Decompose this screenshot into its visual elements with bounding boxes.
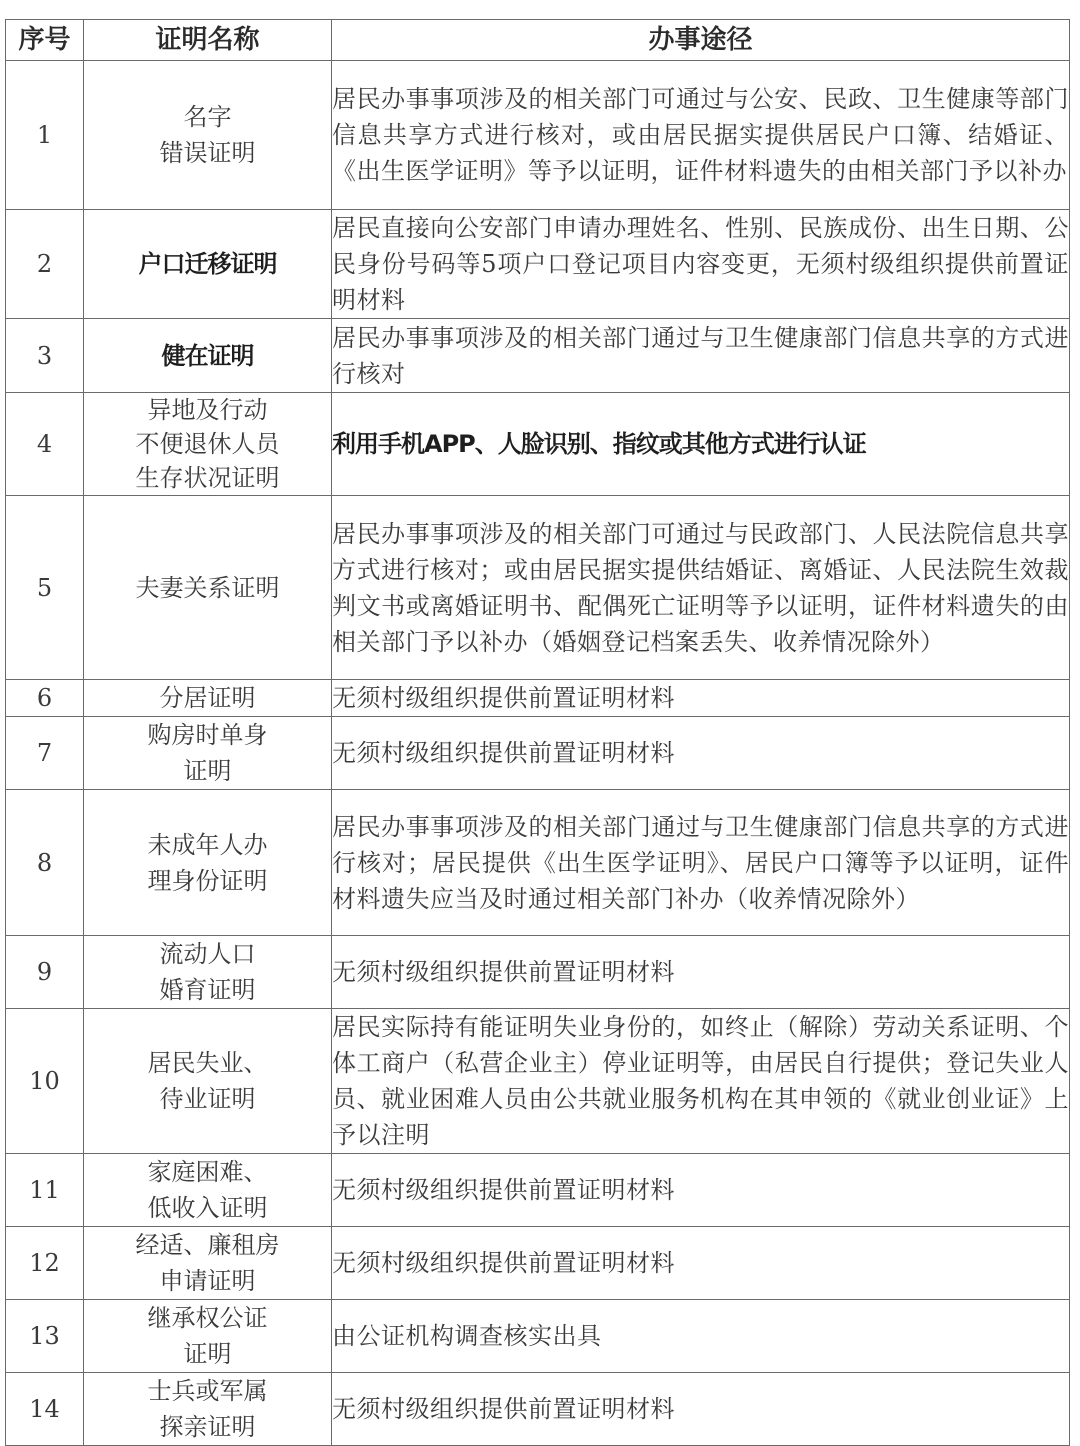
row-no: 14	[6, 1373, 84, 1446]
row-name: 购房时单身 证明	[84, 717, 332, 790]
table-row	[6, 210, 1070, 319]
row-name: 未成年人办 理身份证明	[84, 790, 332, 936]
row-name: 户口迁移证明	[84, 210, 332, 319]
row-no: 13	[6, 1300, 84, 1373]
row-name: 名字 错误证明	[84, 61, 332, 210]
header-way: 办事途径	[332, 20, 1070, 61]
table-row	[6, 319, 1070, 393]
row-no: 11	[6, 1154, 84, 1227]
row-way: 无须村级组织提供前置证明材料	[332, 680, 1070, 717]
table-row	[6, 61, 1070, 210]
row-name: 居民失业、 待业证明	[84, 1009, 332, 1154]
table-row	[6, 790, 1070, 936]
table-row	[6, 936, 1070, 1009]
row-no: 5	[6, 496, 84, 680]
row-name: 流动人口 婚育证明	[84, 936, 332, 1009]
row-way: 无须村级组织提供前置证明材料	[332, 1373, 1070, 1446]
header-no: 序号	[6, 20, 84, 61]
row-name: 夫妻关系证明	[84, 496, 332, 680]
row-way: 无须村级组织提供前置证明材料	[332, 1227, 1070, 1300]
row-name: 健在证明	[84, 319, 332, 393]
row-way: 无须村级组织提供前置证明材料	[332, 717, 1070, 790]
row-name: 家庭困难、 低收入证明	[84, 1154, 332, 1227]
certificate-table	[5, 19, 1070, 1446]
row-no: 4	[6, 393, 84, 496]
row-way: 由公证机构调查核实出具	[332, 1300, 1070, 1373]
table-header-row	[6, 20, 1070, 61]
row-way: 居民办事事项涉及的相关部门通过与卫生健康部门信息共享的方式进行核对	[332, 319, 1070, 393]
row-way: 无须村级组织提供前置证明材料	[332, 1154, 1070, 1227]
row-way: 居民实际持有能证明失业身份的，如终止（解除）劳动关系证明、个体工商户（私营企业主）停业证明等，由居民自行提供；登记失业人员、就业困难人员由公共就业服务机构在其申领的《就业创业证》上予以注明	[332, 1009, 1070, 1154]
row-way: 居民办事事项涉及的相关部门可通过与民政部门、人民法院信息共享方式进行核对；或由居民据实提供结婚证、离婚证、人民法院生效裁判文书或离婚证明书、配偶死亡证明等予以证明，证件材料遗失的由相关部门予以补办（婚姻登记档案丢失、收养情况除外）	[332, 496, 1070, 680]
row-no: 2	[6, 210, 84, 319]
row-way: 利用手机APP、人脸识别、指纹或其他方式进行认证	[332, 393, 1070, 496]
row-name: 经适、廉租房 申请证明	[84, 1227, 332, 1300]
table-row	[6, 680, 1070, 717]
header-name: 证明名称	[84, 20, 332, 61]
row-name: 异地及行动 不便退休人员 生存状况证明	[84, 393, 332, 496]
row-name: 继承权公证 证明	[84, 1300, 332, 1373]
row-way: 居民办事事项涉及的相关部门通过与卫生健康部门信息共享的方式进行核对；居民提供《出生医学证明》、居民户口簿等予以证明，证件材料遗失应当及时通过相关部门补办（收养情况除外）	[332, 790, 1070, 936]
table-row	[6, 393, 1070, 496]
row-no: 1	[6, 61, 84, 210]
row-way: 居民办事事项涉及的相关部门可通过与公安、民政、卫生健康等部门信息共享方式进行核对，或由居民据实提供居民户口簿、结婚证、《出生医学证明》等予以证明，证件材料遗失的由相关部门予以补办	[332, 61, 1070, 210]
row-name: 士兵或军属 探亲证明	[84, 1373, 332, 1446]
row-no: 12	[6, 1227, 84, 1300]
table-row	[6, 1373, 1070, 1446]
row-no: 7	[6, 717, 84, 790]
table-row	[6, 1009, 1070, 1154]
table-row	[6, 1227, 1070, 1300]
table-row	[6, 1154, 1070, 1227]
table-row	[6, 496, 1070, 680]
row-way: 无须村级组织提供前置证明材料	[332, 936, 1070, 1009]
table-row	[6, 1300, 1070, 1373]
row-name: 分居证明	[84, 680, 332, 717]
table-row	[6, 717, 1070, 790]
row-no: 9	[6, 936, 84, 1009]
row-no: 3	[6, 319, 84, 393]
row-no: 6	[6, 680, 84, 717]
row-no: 8	[6, 790, 84, 936]
row-way: 居民直接向公安部门申请办理姓名、性别、民族成份、出生日期、公民身份号码等5项户口登记项目内容变更，无须村级组织提供前置证明材料	[332, 210, 1070, 319]
row-no: 10	[6, 1009, 84, 1154]
